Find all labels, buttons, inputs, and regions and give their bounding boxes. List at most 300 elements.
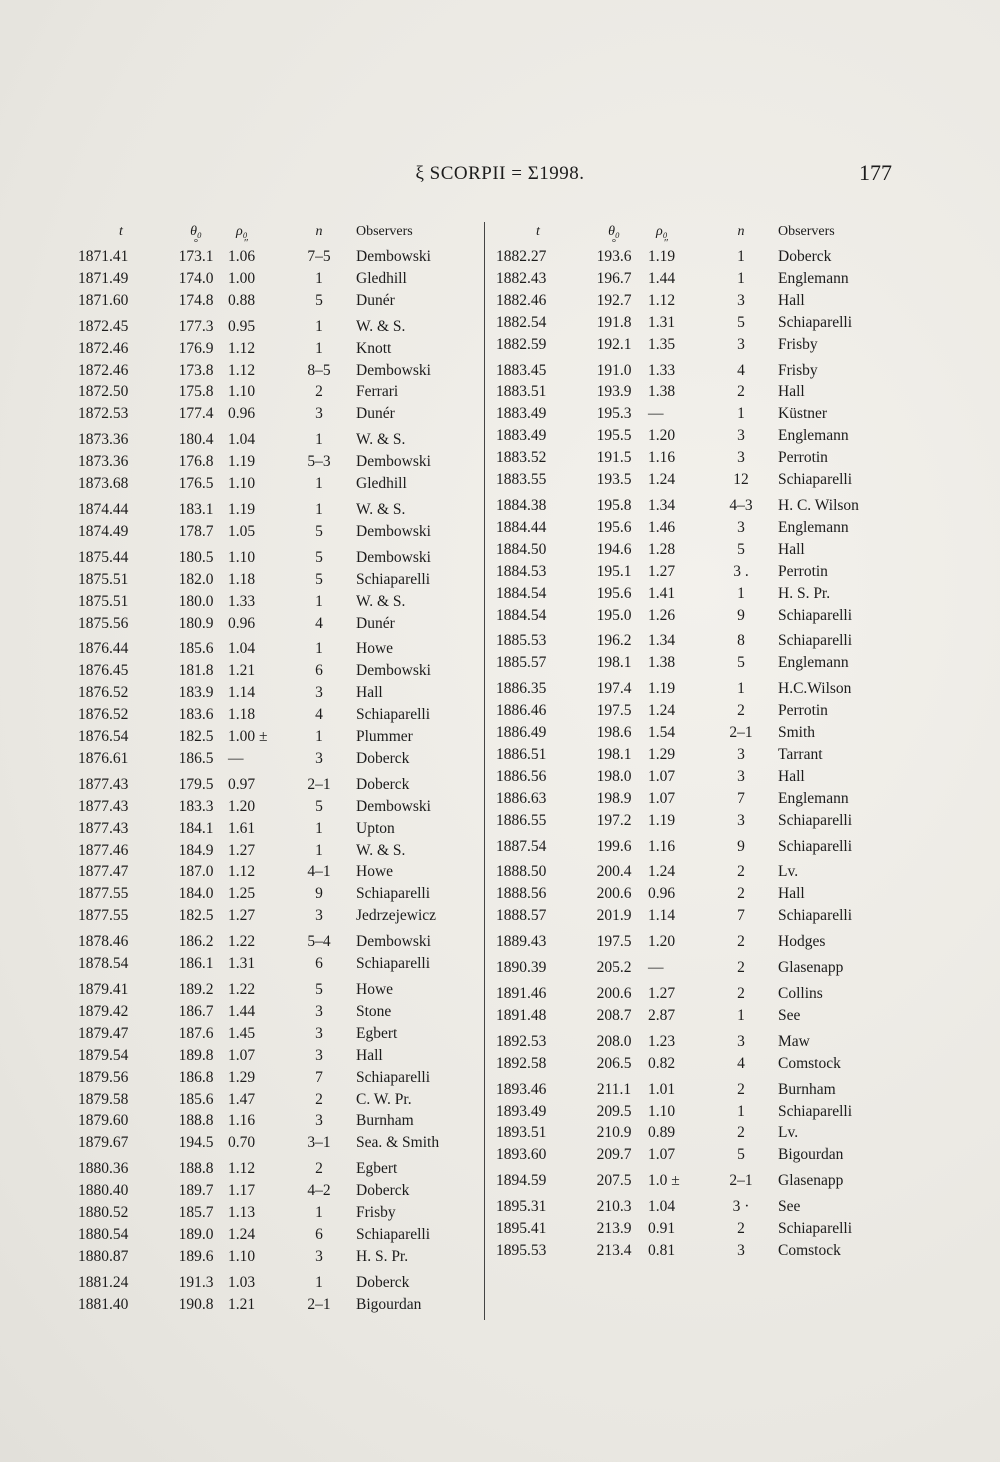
- position-angle-cell: 211.1: [596, 1080, 632, 1098]
- position-angle-cell: 180.5: [178, 548, 214, 566]
- position-angle-cell: 200.6: [596, 985, 632, 1002]
- distance-cell: 1.0 ±: [648, 1172, 680, 1190]
- epoch-cell: 1884.38: [496, 496, 547, 514]
- nights-cell: 2: [315, 1160, 323, 1178]
- table-row: [78, 979, 482, 1001]
- position-angle-cell: 193.9: [596, 383, 632, 401]
- distance-cell: 1.27: [228, 907, 256, 925]
- table-row: [496, 517, 896, 539]
- observer-cell: Bigourdan: [778, 1146, 844, 1164]
- observer-cell: Schiaparelli: [778, 837, 853, 855]
- position-angle-cell: 192.7: [596, 291, 632, 309]
- distance-cell: 1.04: [228, 640, 256, 658]
- distance-cell: 1.41: [648, 584, 676, 602]
- distance-cell: 0.88: [228, 291, 256, 309]
- table-row: [496, 788, 896, 810]
- nights-cell: 2: [737, 702, 745, 720]
- position-angle-cell: 197.5: [596, 702, 632, 720]
- epoch-cell: 1877.43: [78, 797, 129, 815]
- nights-cell: 4: [315, 614, 323, 632]
- epoch-cell: 1883.49: [496, 405, 547, 423]
- epoch-cell: 1882.43: [496, 269, 547, 287]
- epoch-cell: 1873.68: [78, 475, 129, 493]
- epoch-cell: 1889.43: [496, 933, 547, 951]
- arcsec-unit: ″: [664, 237, 669, 249]
- position-angle-cell: 186.5: [178, 749, 214, 767]
- nights-cell: 7–5: [307, 248, 331, 265]
- observer-cell: Dembowski: [356, 522, 431, 540]
- table-row: [78, 1180, 482, 1202]
- nights-cell: 1: [737, 1006, 745, 1024]
- observer-cell: Küstner: [778, 405, 828, 423]
- table-row: [496, 678, 896, 700]
- distance-cell: 1.34: [648, 496, 676, 514]
- position-angle-cell: 201.9: [596, 907, 632, 925]
- page-number: 177: [859, 160, 892, 185]
- distance-cell: 0.96: [228, 405, 256, 423]
- observer-cell: Hall: [356, 684, 383, 702]
- observer-cell: Dembowski: [356, 453, 431, 471]
- epoch-cell: 1872.50: [78, 383, 129, 401]
- table-row: [496, 1101, 896, 1123]
- distance-cell: 0.96: [648, 885, 676, 903]
- table-row: [78, 569, 482, 591]
- distance-cell: 1.10: [228, 383, 256, 401]
- nights-cell: 9: [315, 885, 323, 903]
- table-row: [78, 818, 482, 840]
- nights-cell: 3 .: [733, 562, 749, 580]
- distance-cell: 1.18: [228, 570, 256, 588]
- nights-cell: 5: [737, 540, 745, 558]
- epoch-cell: 1893.49: [496, 1102, 547, 1120]
- table-row: [496, 334, 896, 356]
- position-angle-cell: 209.5: [596, 1102, 632, 1120]
- epoch-cell: 1872.46: [78, 361, 129, 379]
- nights-cell: 4: [737, 361, 745, 379]
- observer-cell: Glasenapp: [778, 1172, 844, 1190]
- epoch-cell: 1891.48: [496, 1006, 547, 1024]
- distance-cell: 1.10: [228, 548, 256, 566]
- distance-cell: 1.47: [228, 1090, 256, 1108]
- table-row: [496, 246, 896, 268]
- observer-cell: Hall: [778, 540, 805, 558]
- distance-cell: 1.07: [648, 767, 676, 785]
- distance-cell: 1.34: [648, 632, 676, 650]
- epoch-cell: 1874.44: [78, 500, 129, 518]
- observer-cell: Schiaparelli: [778, 1102, 853, 1120]
- table-row: [78, 1202, 482, 1224]
- table-row: [496, 931, 896, 953]
- nights-cell: 5–3: [307, 453, 331, 471]
- epoch-cell: 1880.87: [78, 1247, 129, 1265]
- epoch-cell: 1873.36: [78, 431, 129, 449]
- epoch-cell: 1878.46: [78, 933, 129, 951]
- position-angle-cell: 191.8: [596, 313, 632, 331]
- position-angle-cell: 196.2: [596, 632, 632, 650]
- distance-cell: 1.00 ±: [228, 728, 268, 746]
- table-row: [78, 591, 482, 613]
- position-angle-cell: 207.5: [596, 1172, 632, 1190]
- nights-cell: 5–4: [307, 933, 331, 951]
- position-angle-cell: 179.5: [178, 775, 214, 793]
- arcsec-unit: ″: [244, 237, 249, 249]
- position-angle-cell: 208.7: [596, 1006, 632, 1024]
- distance-cell: 1.14: [228, 684, 256, 702]
- observer-cell: Dembowski: [356, 548, 431, 566]
- epoch-cell: 1884.54: [496, 606, 547, 624]
- observer-cell: W. & S.: [356, 317, 406, 335]
- distance-cell: 0.95: [228, 317, 256, 335]
- nights-cell: 3: [315, 405, 323, 423]
- observer-cell: Englemann: [778, 654, 849, 672]
- nights-cell: 1: [315, 339, 323, 357]
- distance-cell: 1.16: [648, 837, 676, 855]
- left-table-body: [78, 246, 482, 1316]
- observer-cell: Schiaparelli: [778, 811, 853, 829]
- nights-cell: 7: [737, 907, 745, 925]
- observer-cell: Schiaparelli: [356, 706, 431, 724]
- position-angle-cell: 191.0: [596, 361, 632, 379]
- nights-cell: 3–1: [307, 1134, 331, 1152]
- nights-cell: 2: [315, 383, 323, 401]
- distance-cell: 1.12: [228, 339, 256, 357]
- epoch-cell: 1882.59: [496, 335, 547, 353]
- observer-cell: Schiaparelli: [356, 1068, 431, 1086]
- observer-cell: Dembowski: [356, 797, 431, 815]
- table-row: [496, 1079, 896, 1101]
- distance-cell: 1.24: [228, 1225, 256, 1243]
- epoch-cell: 1871.60: [78, 291, 129, 309]
- epoch-cell: 1884.53: [496, 562, 547, 580]
- epoch-cell: 1876.52: [78, 706, 129, 724]
- observer-cell: Schiaparelli: [356, 955, 431, 973]
- position-angle-cell: 180.0: [178, 592, 214, 610]
- observer-cell: Collins: [778, 985, 823, 1002]
- table-row: [496, 766, 896, 788]
- position-angle-cell: 189.2: [178, 981, 214, 998]
- table-row: [78, 1272, 482, 1294]
- epoch-cell: 1879.58: [78, 1090, 129, 1108]
- nights-cell: 3: [315, 1046, 323, 1064]
- nights-cell: 2–1: [729, 724, 753, 742]
- observer-cell: Hall: [778, 383, 805, 401]
- position-angle-cell: 185.6: [178, 640, 214, 658]
- epoch-cell: 1876.52: [78, 684, 129, 702]
- observer-cell: Howe: [356, 863, 394, 881]
- observer-cell: Schiaparelli: [356, 885, 431, 903]
- position-angle-cell: 199.6: [596, 837, 632, 855]
- distance-cell: 0.97: [228, 775, 256, 793]
- distance-cell: 1.19: [648, 680, 676, 698]
- nights-cell: 2: [737, 985, 745, 1002]
- observer-cell: Comstock: [778, 1054, 841, 1072]
- table-row: [496, 1031, 896, 1053]
- table-row: [496, 652, 896, 674]
- epoch-cell: 1884.44: [496, 518, 547, 536]
- table-row: [78, 1294, 482, 1316]
- observer-cell: Tarrant: [778, 745, 823, 763]
- position-angle-cell: 186.1: [178, 955, 214, 973]
- nights-cell: 1: [315, 500, 323, 518]
- nights-cell: 3: [737, 449, 745, 467]
- nights-cell: 2: [737, 933, 745, 951]
- distance-cell: —: [228, 749, 244, 767]
- observer-cell: Schiaparelli: [778, 632, 853, 650]
- col-header-n: n: [737, 224, 745, 239]
- nights-cell: 2: [737, 863, 745, 881]
- position-angle-cell: 180.9: [178, 614, 214, 632]
- nights-cell: 4–1: [307, 863, 331, 881]
- nights-cell: 4–3: [729, 496, 753, 514]
- table-row: [496, 539, 896, 561]
- table-row: [78, 290, 482, 312]
- table-row: [78, 473, 482, 495]
- distance-cell: 1.21: [228, 662, 256, 680]
- nights-cell: 9: [737, 837, 745, 855]
- nights-cell: 3: [315, 1002, 323, 1020]
- nights-cell: 5: [315, 570, 323, 588]
- observer-cell: Burnham: [356, 1112, 414, 1130]
- position-angle-cell: 188.8: [178, 1112, 214, 1130]
- epoch-cell: 1880.54: [78, 1225, 129, 1243]
- nights-cell: 1: [315, 819, 323, 837]
- table-row: [496, 360, 896, 382]
- epoch-cell: 1875.51: [78, 592, 129, 610]
- distance-cell: 1.45: [228, 1024, 256, 1042]
- observer-cell: Howe: [356, 640, 394, 658]
- nights-cell: 3: [737, 291, 745, 309]
- distance-cell: 1.35: [648, 335, 676, 353]
- distance-cell: 1.07: [648, 789, 676, 807]
- epoch-cell: 1881.24: [78, 1273, 129, 1291]
- epoch-cell: 1879.56: [78, 1068, 129, 1086]
- epoch-cell: 1895.53: [496, 1241, 547, 1259]
- position-angle-cell: 177.4: [178, 405, 214, 423]
- nights-cell: 5: [315, 291, 323, 309]
- nights-cell: 3: [737, 518, 745, 536]
- position-angle-cell: 195.0: [596, 606, 632, 624]
- observer-cell: W. & S.: [356, 431, 406, 449]
- distance-cell: 1.24: [648, 471, 676, 489]
- position-angle-cell: 174.8: [178, 291, 214, 309]
- table-row: [78, 931, 482, 953]
- epoch-cell: 1879.67: [78, 1134, 129, 1152]
- nights-cell: 5: [315, 797, 323, 815]
- position-angle-cell: 195.6: [596, 584, 632, 602]
- position-angle-cell: 195.6: [596, 518, 632, 536]
- table-row: [78, 1089, 482, 1111]
- position-angle-cell: 197.5: [596, 933, 632, 951]
- col-header-theta: θ₀: [608, 224, 620, 239]
- epoch-cell: 1886.63: [496, 789, 547, 807]
- nights-cell: 1: [315, 317, 323, 335]
- position-angle-cell: 198.1: [596, 745, 632, 763]
- table-row: [496, 447, 896, 469]
- table-row: [78, 338, 482, 360]
- epoch-cell: 1880.36: [78, 1160, 129, 1178]
- observer-cell: Doberck: [778, 248, 832, 265]
- nights-cell: 5: [737, 654, 745, 672]
- observer-cell: H. S. Pr.: [778, 584, 831, 602]
- table-row: [78, 246, 482, 268]
- nights-cell: 2: [737, 1124, 745, 1142]
- col-header-observers: Observers: [778, 224, 835, 239]
- distance-cell: 0.89: [648, 1124, 676, 1142]
- observer-cell: See: [778, 1006, 801, 1024]
- position-angle-cell: 175.8: [178, 383, 214, 401]
- epoch-cell: 1871.41: [78, 248, 129, 265]
- position-angle-cell: 189.6: [178, 1247, 214, 1265]
- epoch-cell: 1892.58: [496, 1054, 547, 1072]
- nights-cell: 1: [315, 728, 323, 746]
- table-row: [78, 1158, 482, 1180]
- distance-cell: 1.20: [648, 933, 676, 951]
- nights-cell: 2: [315, 1090, 323, 1108]
- epoch-cell: 1881.40: [78, 1295, 129, 1313]
- observer-cell: W. & S.: [356, 841, 406, 859]
- table-row: [78, 1246, 482, 1268]
- table-row: [78, 748, 482, 770]
- epoch-cell: 1877.43: [78, 819, 129, 837]
- distance-cell: 1.24: [648, 863, 676, 881]
- table-row: [496, 700, 896, 722]
- table-row: [78, 499, 482, 521]
- distance-cell: 1.29: [228, 1068, 256, 1086]
- distance-cell: 1.12: [228, 863, 256, 881]
- table-row: [78, 429, 482, 451]
- observer-cell: Hall: [356, 1046, 383, 1064]
- epoch-cell: 1879.54: [78, 1046, 129, 1064]
- left-header-row: [78, 216, 482, 240]
- epoch-cell: 1877.47: [78, 863, 129, 881]
- position-angle-cell: 197.4: [596, 680, 632, 698]
- position-angle-cell: 176.5: [178, 475, 214, 493]
- table-row: [78, 360, 482, 382]
- epoch-cell: 1872.46: [78, 339, 129, 357]
- nights-cell: 8: [737, 632, 745, 650]
- nights-cell: 1: [315, 269, 323, 287]
- nights-cell: 12: [733, 471, 749, 489]
- table-row: [78, 521, 482, 543]
- distance-cell: 1.44: [648, 269, 676, 287]
- epoch-cell: 1875.44: [78, 548, 129, 566]
- epoch-cell: 1879.42: [78, 1002, 129, 1020]
- epoch-cell: 1883.45: [496, 361, 547, 379]
- observer-cell: Englemann: [778, 518, 849, 536]
- table-row: [78, 1045, 482, 1067]
- epoch-cell: 1879.41: [78, 981, 129, 998]
- nights-cell: 6: [315, 1225, 323, 1243]
- observer-cell: Doberck: [356, 1182, 410, 1200]
- observer-cell: Dembowski: [356, 248, 431, 265]
- position-angle-cell: 200.4: [596, 863, 632, 881]
- table-row: [496, 268, 896, 290]
- observer-cell: Hall: [778, 291, 805, 309]
- position-angle-cell: 178.7: [178, 522, 214, 540]
- epoch-cell: 1892.53: [496, 1032, 547, 1050]
- distance-cell: 1.21: [228, 1295, 256, 1313]
- epoch-cell: 1891.46: [496, 985, 547, 1002]
- position-angle-cell: 200.6: [596, 885, 632, 903]
- table-row: [78, 726, 482, 748]
- epoch-cell: 1876.44: [78, 640, 129, 658]
- nights-cell: 3: [315, 1247, 323, 1265]
- observer-cell: Doberck: [356, 775, 410, 793]
- epoch-cell: 1886.49: [496, 724, 547, 742]
- table-row: [496, 810, 896, 832]
- nights-cell: 2–1: [307, 775, 331, 793]
- table-row: [496, 583, 896, 605]
- table-row: [78, 905, 482, 927]
- observer-cell: Plummer: [356, 728, 413, 746]
- distance-cell: 1.13: [228, 1204, 256, 1222]
- table-row: [496, 957, 896, 979]
- nights-cell: 3: [737, 335, 745, 353]
- epoch-cell: 1872.53: [78, 405, 129, 423]
- position-angle-cell: 186.8: [178, 1068, 214, 1086]
- nights-cell: 1: [737, 405, 745, 423]
- nights-cell: 1: [737, 248, 745, 265]
- observer-cell: Ferrari: [356, 383, 399, 401]
- observer-cell: Dembowski: [356, 662, 431, 680]
- distance-cell: 1.31: [648, 313, 676, 331]
- col-header-theta: θ₀: [190, 224, 202, 239]
- table-row: [496, 744, 896, 766]
- epoch-cell: 1883.52: [496, 449, 547, 467]
- position-angle-cell: 196.7: [596, 269, 632, 287]
- nights-cell: 6: [315, 662, 323, 680]
- distance-cell: 1.27: [648, 985, 676, 1002]
- position-angle-cell: 187.0: [178, 863, 214, 881]
- position-angle-cell: 183.1: [178, 500, 214, 518]
- observer-cell: Schiaparelli: [778, 471, 853, 489]
- epoch-cell: 1876.61: [78, 749, 129, 767]
- table-row: [496, 836, 896, 858]
- position-angle-cell: 181.8: [178, 662, 214, 680]
- table-row: [78, 316, 482, 338]
- epoch-cell: 1886.51: [496, 745, 547, 763]
- position-angle-cell: 182.5: [178, 728, 214, 746]
- column-divider: [484, 222, 485, 1320]
- table-row: [496, 905, 896, 927]
- nights-cell: 1: [315, 841, 323, 859]
- observer-cell: Dembowski: [356, 933, 431, 951]
- table-row: [78, 1110, 482, 1132]
- epoch-cell: 1893.60: [496, 1146, 547, 1164]
- nights-cell: 2: [737, 959, 745, 977]
- table-row: [496, 605, 896, 627]
- observer-cell: Knott: [356, 339, 392, 357]
- epoch-cell: 1886.46: [496, 702, 547, 720]
- col-header-observers: Observers: [356, 224, 413, 239]
- table-row: [496, 469, 896, 491]
- observer-cell: W. & S.: [356, 500, 406, 518]
- position-angle-cell: 192.1: [596, 335, 632, 353]
- table-row: [496, 290, 896, 312]
- nights-cell: 1: [315, 640, 323, 658]
- epoch-cell: 1883.49: [496, 427, 547, 445]
- position-angle-cell: 184.1: [178, 819, 214, 837]
- epoch-cell: 1886.35: [496, 680, 547, 698]
- distance-cell: 1.61: [228, 819, 256, 837]
- epoch-cell: 1883.55: [496, 471, 547, 489]
- nights-cell: 3: [737, 767, 745, 785]
- distance-cell: 1.23: [648, 1032, 676, 1050]
- table-row: [496, 1240, 896, 1262]
- position-angle-cell: 182.0: [178, 570, 214, 588]
- epoch-cell: 1880.40: [78, 1182, 129, 1200]
- nights-cell: 4–2: [307, 1182, 331, 1200]
